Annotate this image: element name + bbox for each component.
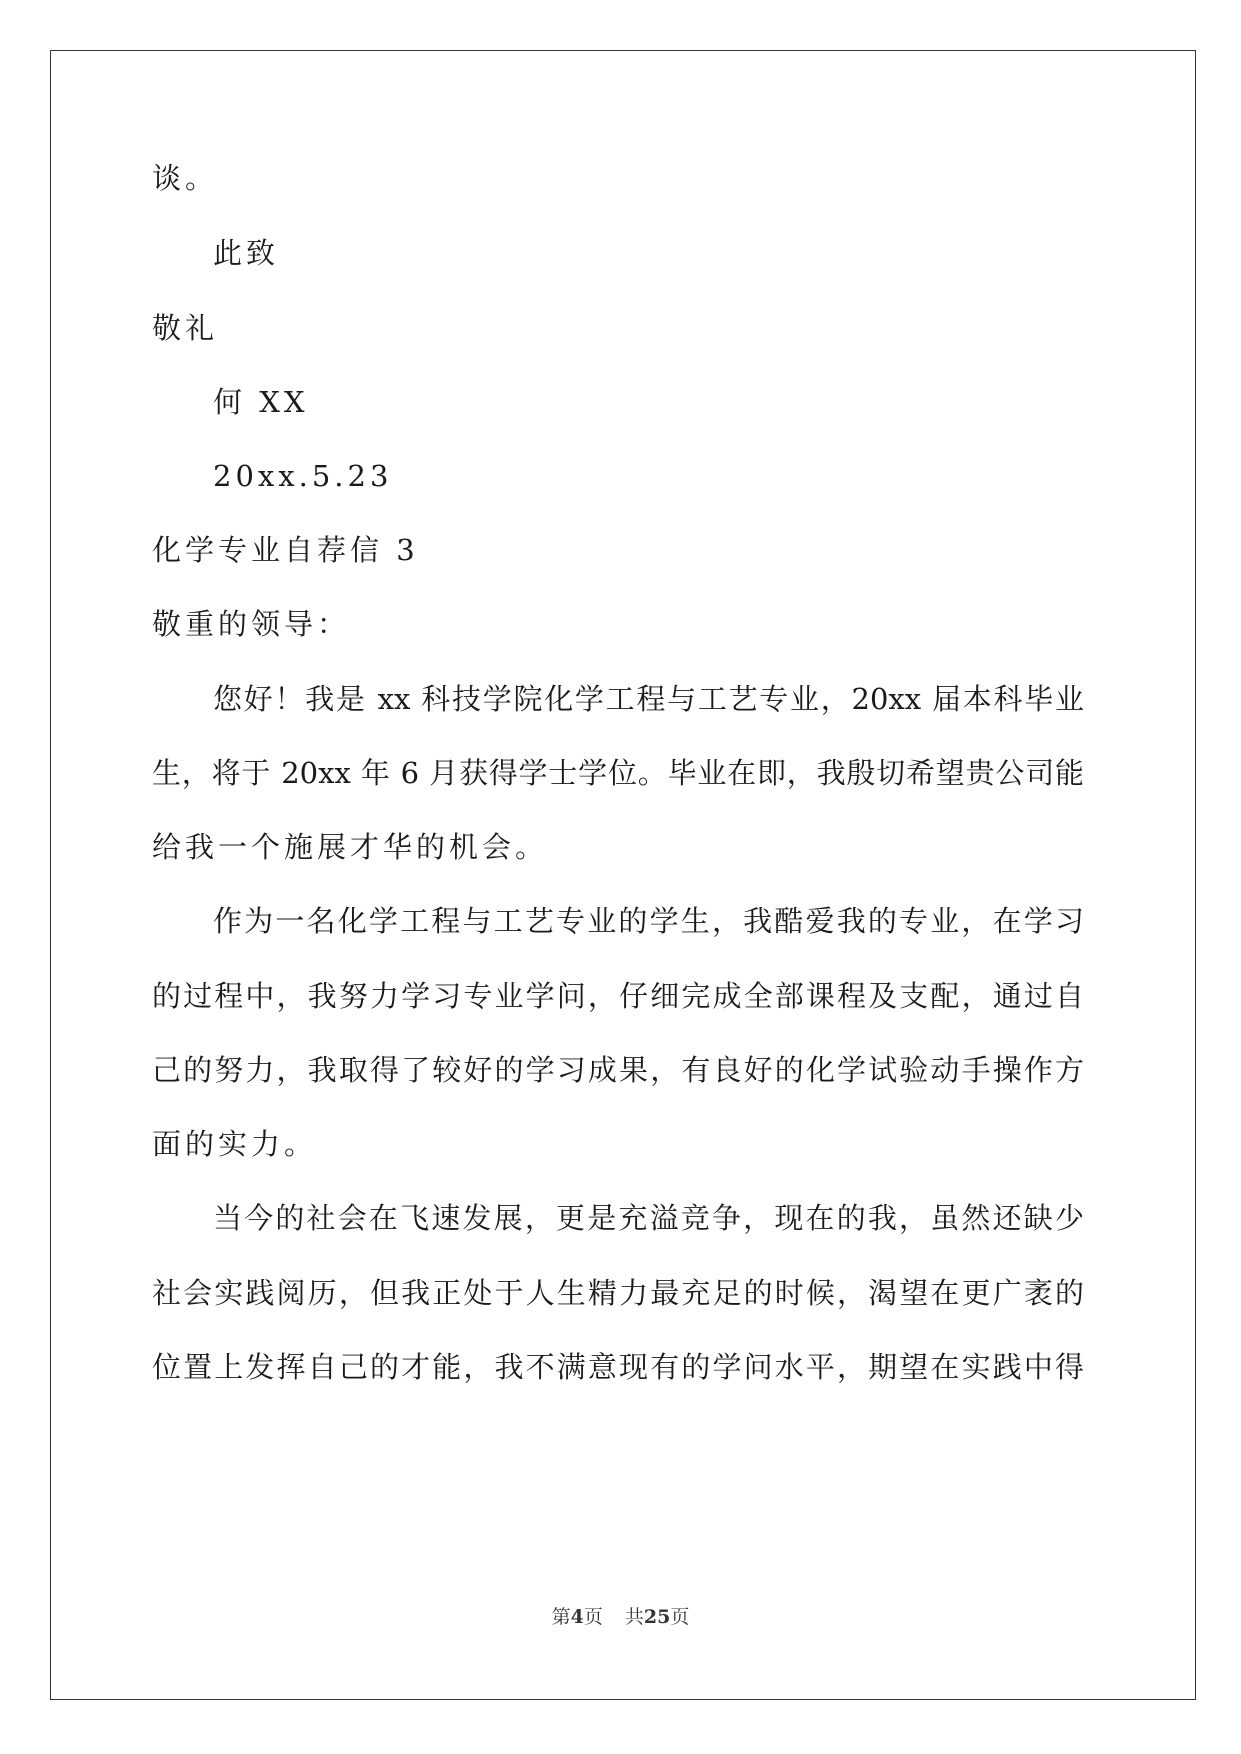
paragraph-line: 位置上发挥自己的才能，我不满意现有的学问水平，期望在实践中得 xyxy=(152,1350,1084,1384)
paragraph-line: 面的实力。 xyxy=(152,1127,318,1161)
paragraph-line: 作为一名化学工程与工艺专业的学生，我酷爱我的专业，在学习 xyxy=(213,904,1084,938)
text-line-tan: 谈。 xyxy=(152,161,219,195)
footer-page-number: 4 xyxy=(570,1606,584,1628)
paragraph-line: 给我一个施展才华的机会。 xyxy=(152,830,549,864)
paragraph-line: 您好！我是 xx 科技学院化学工程与工艺专业，20xx 届本科毕业 xyxy=(213,682,1084,716)
footer-page-prefix: 第 xyxy=(551,1606,571,1628)
footer-total-prefix: 共 xyxy=(624,1606,644,1628)
section-heading: 化学专业自荐信 3 xyxy=(152,533,419,567)
letter-greeting: 敬重的领导： xyxy=(152,607,351,641)
paragraph-line: 当今的社会在飞速发展，更是充溢竞争，现在的我，虽然还缺少 xyxy=(213,1201,1084,1235)
closing-salutation: 此致 xyxy=(213,236,280,270)
footer-page-suffix: 页 xyxy=(583,1606,603,1628)
paragraph-line: 社会实践阅历，但我正处于人生精力最充足的时候，渴望在更广袤的 xyxy=(152,1276,1084,1310)
paragraph-line: 的过程中，我努力学习专业学问，仔细完成全部课程及支配，通过自 xyxy=(152,979,1084,1013)
footer-total-suffix: 页 xyxy=(670,1606,690,1628)
page-border xyxy=(50,50,1196,1700)
paragraph-line: 己的努力，我取得了较好的学习成果，有良好的化学试验动手操作方 xyxy=(152,1053,1084,1087)
paragraph-line: 生，将于 20xx 年 6 月获得学士学位。毕业在即，我殷切希望贵公司能 xyxy=(152,756,1084,790)
signature-name: 何 XX xyxy=(213,385,309,419)
signature-date: 20xx.5.23 xyxy=(213,459,393,493)
closing-regards: 敬礼 xyxy=(152,311,219,345)
footer-total-number: 25 xyxy=(643,1606,671,1628)
page-footer xyxy=(0,1605,1241,1629)
